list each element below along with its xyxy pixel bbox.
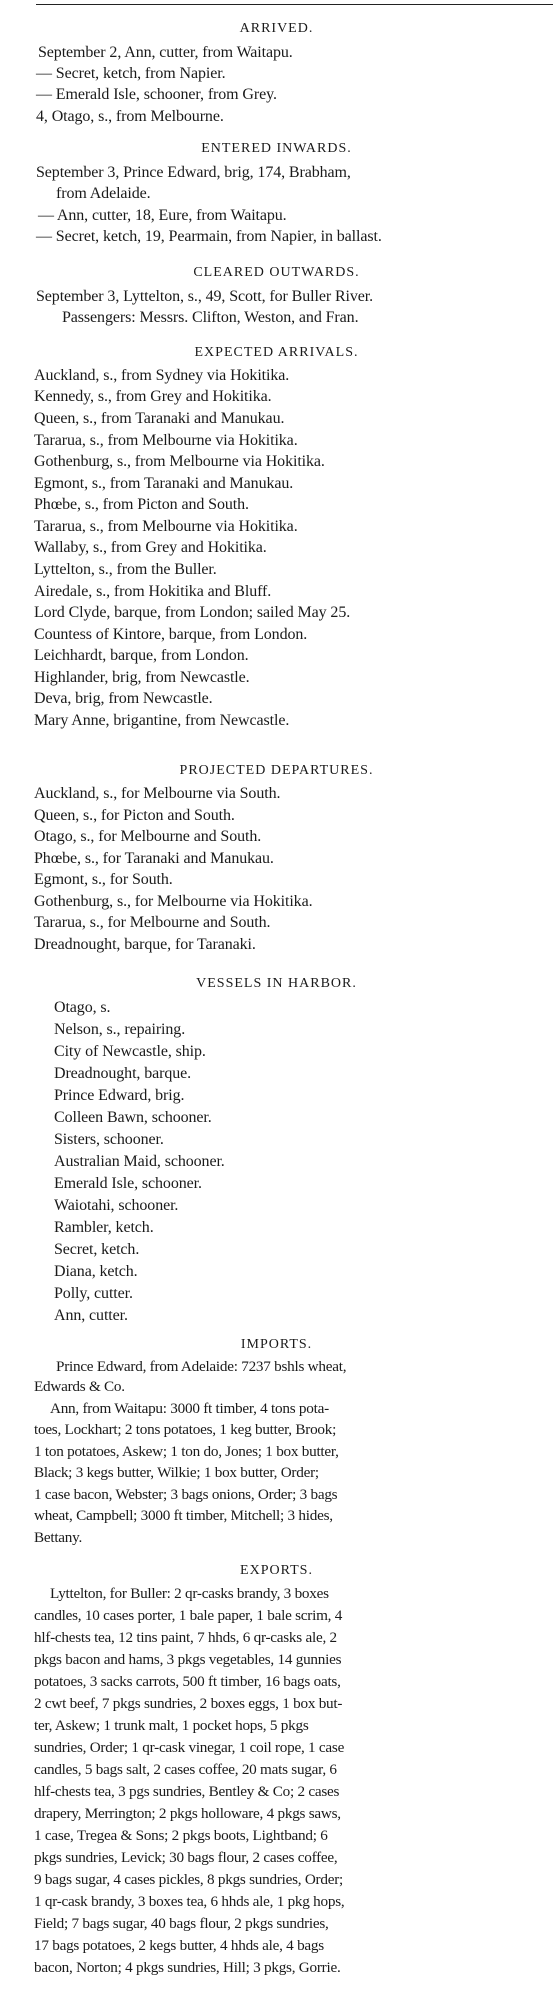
expected-line: Leichhardt, barque, from London. xyxy=(34,647,249,664)
exports-line: ter, Askew; 1 trunk malt, 1 pocket hops, 5 pkgs xyxy=(34,1717,309,1734)
expected-line: Lord Clyde, barque, from London; sailed May 25. xyxy=(34,604,351,621)
expected-line: Phœbe, s., from Picton and South. xyxy=(34,496,249,513)
expected-line: Wallaby, s., from Grey and Hokitika. xyxy=(34,539,267,556)
vessel-line: Prince Edward, brig. xyxy=(54,1087,185,1104)
exports-line: 9 bags sugar, 4 cases pickles, 8 pkgs sundries, Order; xyxy=(34,1871,343,1888)
exports-line: candles, 10 cases porter, 1 bale paper, 1 bale scrim, 4 xyxy=(34,1607,343,1624)
departure-line: Dreadnought, barque, for Taranaki. xyxy=(34,936,256,953)
exports-line: sundries, Order; 1 qr-cask vinegar, 1 coil rope, 1 case xyxy=(34,1739,345,1756)
exports-line: 1 case, Tregea & Sons; 2 pkgs boots, Lightband; 6 xyxy=(34,1827,328,1844)
expected-line: Gothenburg, s., from Melbourne via Hokitika. xyxy=(34,453,325,470)
expected-line: Auckland, s., from Sydney via Hokitika. xyxy=(34,367,290,384)
vessel-line: Sisters, schooner. xyxy=(54,1131,164,1148)
expected-line: Egmont, s., from Taranaki and Manukau. xyxy=(34,475,294,492)
exports-line: pkgs sundries, Levick; 30 bags flour, 2 cases coffee, xyxy=(34,1849,338,1866)
exports-line: pkgs bacon and hams, 3 pkgs vegetables, 14 gunnies xyxy=(34,1651,342,1668)
expected-line: Countess of Kintore, barque, from London. xyxy=(34,626,308,643)
expected-line: Tararua, s., from Melbourne via Hokitika. xyxy=(34,432,298,449)
vessel-line: Ann, cutter. xyxy=(54,1307,128,1324)
heading-expected-arrivals: EXPECTED ARRIVALS. xyxy=(194,345,359,360)
exports-line: 2 cwt beef, 7 pkgs sundries, 2 boxes eggs, 1 box but- xyxy=(34,1695,343,1712)
departure-line: Queen, s., for Picton and South. xyxy=(34,807,235,824)
heading-vessels-in-harbor: VESSELS IN HARBOR. xyxy=(196,976,357,991)
departure-line: Gothenburg, s., for Melbourne via Hokitika. xyxy=(34,893,313,910)
exports-line: 1 qr-cask brandy, 3 boxes tea, 6 hhds ale, 1 pkg hops, xyxy=(34,1893,345,1910)
expected-line: Queen, s., from Taranaki and Manukau. xyxy=(34,410,285,427)
imports-line: Edwards & Co. xyxy=(34,1378,125,1395)
arrived-line: 4, Otago, s., from Melbourne. xyxy=(36,108,224,125)
vessel-line: Diana, ketch. xyxy=(54,1263,138,1280)
exports-line: hlf-chests tea, 3 pgs sundries, Bentley & Co; 2 cases xyxy=(34,1783,340,1800)
imports-line: 1 case bacon, Webster; 3 bags onions, Order; 3 bags xyxy=(34,1486,338,1503)
departure-line: Egmont, s., for South. xyxy=(34,871,173,888)
vessel-line: Secret, ketch. xyxy=(54,1241,140,1258)
imports-line: wheat, Campbell; 3000 ft timber, Mitchell; 3 hides, xyxy=(34,1507,333,1524)
vessel-line: Nelson, s., repairing. xyxy=(54,1021,186,1038)
imports-line: Prince Edward, from Adelaide: 7237 bshls wheat, xyxy=(56,1358,347,1375)
expected-line: Tararua, s., from Melbourne via Hokitika. xyxy=(34,518,298,535)
exports-line: 17 bags potatoes, 2 kegs butter, 4 hhds ale, 4 bags xyxy=(34,1937,324,1954)
heading-exports: EXPORTS. xyxy=(240,1563,313,1578)
imports-line: Bettany. xyxy=(34,1529,83,1546)
exports-line: drapery, Merrington; 2 pkgs holloware, 4 pkgs saws, xyxy=(34,1805,341,1822)
imports-line: Black; 3 kegs butter, Wilkie; 1 box butter, Order; xyxy=(34,1464,319,1481)
exports-line: potatoes, 3 sacks carrots, 500 ft timber, 16 bags oats, xyxy=(34,1673,341,1690)
departure-line: Phœbe, s., for Taranaki and Manukau. xyxy=(34,850,274,867)
expected-line: Kennedy, s., from Grey and Hokitika. xyxy=(34,388,272,405)
top-rule xyxy=(36,4,553,5)
departure-line: Tararua, s., for Melbourne and South. xyxy=(34,914,271,931)
imports-line: toes, Lockhart; 2 tons potatoes, 1 keg butter, Brook; xyxy=(34,1421,337,1438)
vessel-line: Emerald Isle, schooner. xyxy=(54,1175,202,1192)
vessel-line: Polly, cutter. xyxy=(54,1285,133,1302)
vessel-line: Dreadnought, barque. xyxy=(54,1065,192,1082)
exports-line: Lyttelton, for Buller: 2 qr-casks brandy, 3 boxes xyxy=(50,1585,329,1602)
cleared-line: September 3, Lyttelton, s., 49, Scott, for Buller River. xyxy=(36,288,374,305)
heading-cleared-outwards: CLEARED OUTWARDS. xyxy=(193,265,360,280)
imports-line: 1 ton potatoes, Askew; 1 ton do, Jones; 1 box butter, xyxy=(34,1443,339,1460)
expected-line: Deva, brig, from Newcastle. xyxy=(34,690,213,707)
vessel-line: Rambler, ketch. xyxy=(54,1219,154,1236)
vessel-line: Colleen Bawn, schooner. xyxy=(54,1109,212,1126)
departure-line: Otago, s., for Melbourne and South. xyxy=(34,828,262,845)
vessel-line: Waiotahi, schooner. xyxy=(54,1197,179,1214)
expected-line: Airedale, s., from Hokitika and Bluff. xyxy=(34,583,272,600)
arrived-line: — Secret, ketch, from Napier. xyxy=(36,65,226,82)
vessel-line: Otago, s. xyxy=(54,999,111,1016)
exports-line: bacon, Norton; 4 pkgs sundries, Hill; 3 pkgs, Gorrie. xyxy=(34,1959,341,1976)
heading-projected-departures: PROJECTED DEPARTURES. xyxy=(179,763,374,778)
departure-line: Auckland, s., for Melbourne via South. xyxy=(34,785,281,802)
heading-entered-inwards: ENTERED INWARDS. xyxy=(201,141,352,156)
vessel-line: City of Newcastle, ship. xyxy=(54,1043,206,1060)
entered-line: from Adelaide. xyxy=(56,185,151,202)
arrived-line: September 2, Ann, cutter, from Waitapu. xyxy=(38,44,293,61)
heading-imports: IMPORTS. xyxy=(240,1337,313,1352)
expected-line: Highlander, brig, from Newcastle. xyxy=(34,669,250,686)
exports-line: hlf-chests tea, 12 tins paint, 7 hhds, 6 qr-casks ale, 2 xyxy=(34,1629,337,1646)
expected-line: Mary Anne, brigantine, from Newcastle. xyxy=(34,712,290,729)
heading-arrived: ARRIVED. xyxy=(239,21,314,36)
entered-line: — Ann, cutter, 18, Eure, from Waitapu. xyxy=(38,207,287,224)
entered-line: September 3, Prince Edward, brig, 174, Brabham, xyxy=(36,164,351,181)
exports-line: candles, 5 bags salt, 2 cases coffee, 20 mats sugar, 6 xyxy=(34,1761,337,1778)
imports-line: Ann, from Waitapu: 3000 ft timber, 4 tons pota- xyxy=(50,1400,329,1417)
exports-line: Field; 7 bags sugar, 40 bags flour, 2 pkgs sundries, xyxy=(34,1915,329,1932)
entered-line: — Secret, ketch, 19, Pearmain, from Napier, in ballast. xyxy=(36,228,382,245)
expected-line: Lyttelton, s., from the Buller. xyxy=(34,561,217,578)
vessel-line: Australian Maid, schooner. xyxy=(54,1153,225,1170)
arrived-line: — Emerald Isle, schooner, from Grey. xyxy=(36,86,277,103)
cleared-line: Passengers: Messrs. Clifton, Weston, and Fran. xyxy=(62,309,359,326)
